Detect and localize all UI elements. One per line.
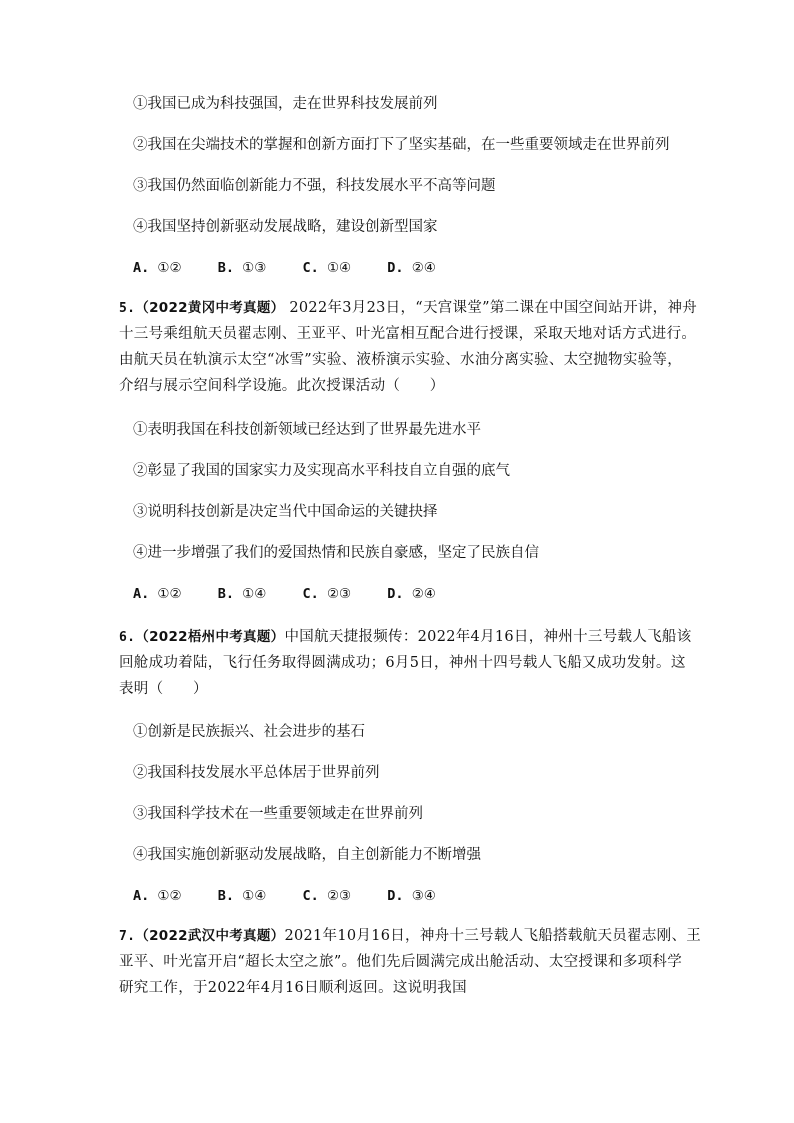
- q6-stem-line-1: 6.（2022梧州中考真题）中国航天捷报频传：2022年4月16日，神州十三号载人飞船该: [119, 629, 692, 645]
- q7-source-tag: （2022武汉中考真题）: [135, 928, 285, 944]
- q5-stem-line-4: 介绍与展示空间科学设施。此次授课活动（ ）: [119, 378, 445, 394]
- q5-stem-line-2: 十三号乘组航天员翟志刚、王亚平、叶光富相互配合进行授课，采取天地对话方式进行。: [119, 326, 697, 342]
- q5-number: 5.: [119, 301, 136, 316]
- q5-choices: [133, 584, 464, 604]
- q5-stem-line-1: 5.（2022黄冈中考真题） 2022年3月23日，“天宫课堂”第二课在中国空间站开讲，神舟: [119, 300, 698, 316]
- q4-choice-a[interactable]: A. ①②: [133, 260, 182, 276]
- q5-option-1: ①表明我国在科技创新领域已经达到了世界最先进水平: [133, 422, 481, 438]
- q6-choice-d[interactable]: D. ③④: [387, 888, 436, 904]
- q6-option-2: ②我国科技发展水平总体居于世界前列: [133, 765, 380, 781]
- q5-choice-b[interactable]: B. ①④: [217, 586, 267, 602]
- q4-choice-d[interactable]: D. ②④: [387, 260, 436, 276]
- q7-number: 7.: [119, 929, 136, 944]
- q6-stem-line-3: 表明（ ）: [119, 681, 208, 697]
- q5-source-tag: （2022黄冈中考真题）: [135, 300, 285, 316]
- q5-option-2: ②彰显了我国的国家实力及实现高水平科技自立自强的底气: [133, 463, 510, 479]
- q5-option-3: ③说明科技创新是决定当代中国命运的关键抉择: [133, 504, 438, 520]
- q4-choice-b[interactable]: B. ①③: [217, 260, 267, 276]
- q5-stem-line-3: 由航天员在轨演示太空“冰雪”实验、液桥演示实验、水油分离实验、太空抛物实验等，: [119, 352, 683, 368]
- q4-option-2: ②我国在尖端技术的掌握和创新方面打下了坚实基础，在一些重要领域走在世界前列: [133, 137, 670, 153]
- q4-choice-c[interactable]: C. ①④: [302, 260, 352, 276]
- q6-choice-b[interactable]: B. ①④: [217, 888, 267, 904]
- q5-choice-a[interactable]: A. ①②: [133, 586, 182, 602]
- q4-option-4: ④我国坚持创新驱动发展战略，建设创新型国家: [133, 219, 438, 235]
- q7-stem-line-2: 亚平、叶光富开启“超长太空之旅”。他们先后圆满完成出舱活动、太空授课和多项科学: [119, 954, 683, 970]
- q6-number: 6.: [119, 630, 136, 645]
- q4-choices: [133, 258, 464, 278]
- q6-stem-line-2: 回舱成功着陆，飞行任务取得圆满成功；6月5日，神州十四号载人飞船又成功发射。这: [119, 655, 686, 671]
- q6-option-4: ④我国实施创新驱动发展战略，自主创新能力不断增强: [133, 847, 481, 863]
- q6-option-1: ①创新是民族振兴、社会进步的基石: [133, 724, 365, 740]
- q7-stem-line-3: 研究工作，于2022年4月16日顺利返回。这说明我国: [119, 980, 467, 996]
- q6-choice-a[interactable]: A. ①②: [133, 888, 182, 904]
- q7-stem-line-1: 7.（2022武汉中考真题）2021年10月16日，神舟十三号载人飞船搭载航天员翟志刚、王: [119, 928, 702, 944]
- q5-choice-d[interactable]: D. ②④: [387, 586, 436, 602]
- q6-choice-c[interactable]: C. ②③: [302, 888, 352, 904]
- q4-option-1: ①我国已成为科技强国，走在世界科技发展前列: [133, 96, 438, 112]
- q4-option-3: ③我国仍然面临创新能力不强，科技发展水平不高等问题: [133, 178, 496, 194]
- q5-choice-c[interactable]: C. ②③: [302, 586, 352, 602]
- q5-option-4: ④进一步增强了我们的爱国热情和民族自豪感，坚定了民族自信: [133, 545, 539, 561]
- q6-choices: [133, 886, 464, 906]
- q6-source-tag: （2022梧州中考真题）: [135, 629, 285, 645]
- q6-option-3: ③我国科学技术在一些重要领域走在世界前列: [133, 806, 423, 822]
